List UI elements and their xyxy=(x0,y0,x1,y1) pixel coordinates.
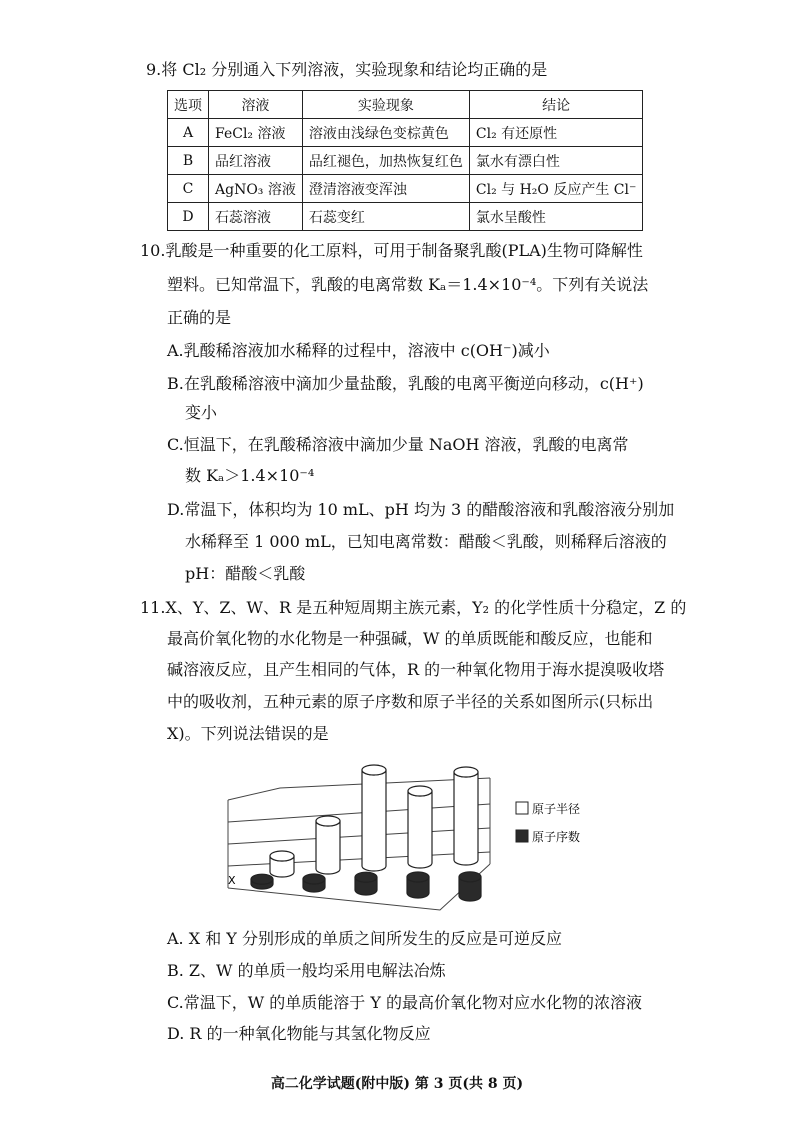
table-header: 选项 xyxy=(168,91,209,119)
table-row xyxy=(168,119,643,147)
q11-stem-line: 最高价氧化物的水化物是一种强碱，W 的单质既能和酸反应，也能和 xyxy=(167,629,653,648)
chart-legend xyxy=(516,801,580,844)
bar-atomic-radius xyxy=(454,767,478,865)
q11-option-c: C.常温下，W 的单质能溶于 Y 的最高价氧化物对应水化物的浓溶液 xyxy=(167,993,643,1012)
q11-option-a: A. X 和 Y 分别形成的单质之间所发生的反应是可逆反应 xyxy=(167,929,562,948)
table-row xyxy=(168,147,643,175)
q9-options-table xyxy=(167,90,643,231)
q10-option-a: A.乳酸稀溶液加水稀释的过程中，溶液中 c(OH⁻)减小 xyxy=(167,341,550,360)
table-cell: A xyxy=(168,119,209,147)
table-cell: B xyxy=(168,147,209,175)
bar-atomic-number xyxy=(407,872,429,898)
legend-label-radius: 原子半径 xyxy=(532,802,581,816)
q10-stem-line: 塑料。已知常温下，乳酸的电离常数 Kₐ＝1.4×10⁻⁴。下列有关说法 xyxy=(167,275,649,294)
table-cell: 氯水呈酸性 xyxy=(469,203,642,231)
table-header: 实验现象 xyxy=(302,91,469,119)
q10-option-c: C.恒温下，在乳酸稀溶液中滴加少量 NaOH 溶液，乳酸的电离常 xyxy=(167,435,629,454)
q11-stem-line: X)。下列说法错误的是 xyxy=(167,724,329,743)
legend-swatch-radius xyxy=(516,802,528,814)
table-header: 溶液 xyxy=(209,91,303,119)
q10-stem-line: 正确的是 xyxy=(167,308,232,327)
table-row xyxy=(168,175,643,203)
q10-option-b-cont: 变小 xyxy=(185,403,218,422)
bar-atomic-radius xyxy=(362,765,386,871)
atomic-chart xyxy=(220,760,600,920)
q10-stem-line: 10.乳酸是一种重要的化工原料，可用于制备聚乳酸(PLA)生物可降解性 xyxy=(140,241,643,260)
table-cell: AgNO₃ 溶液 xyxy=(209,175,303,203)
bar-atomic-number xyxy=(355,872,377,895)
bar-atomic-radius xyxy=(316,816,340,874)
table-header: 结论 xyxy=(469,91,642,119)
bar-atomic-radius xyxy=(408,786,432,868)
table-cell: 品红溶液 xyxy=(209,147,303,175)
table-cell: Cl₂ 有还原性 xyxy=(469,119,642,147)
q10-option-d-cont: pH：醋酸＜乳酸 xyxy=(185,564,306,583)
table-cell: Cl₂ 与 H₂O 反应产生 Cl⁻ xyxy=(469,175,642,203)
legend-label-number: 原子序数 xyxy=(532,830,581,844)
table-cell: 溶液由浅绿色变棕黄色 xyxy=(302,119,469,147)
q11-option-d: D. R 的一种氧化物能与其氢化物反应 xyxy=(167,1024,431,1043)
table-cell: FeCl₂ 溶液 xyxy=(209,119,303,147)
legend-swatch-number xyxy=(516,830,528,842)
table-cell: 澄清溶液变浑浊 xyxy=(302,175,469,203)
q10-option-b: B.在乳酸稀溶液中滴加少量盐酸，乳酸的电离平衡逆向移动，c(H⁺) xyxy=(167,374,644,393)
q10-option-c-cont: 数 Kₐ＞1.4×10⁻⁴ xyxy=(185,466,315,485)
bar-atomic-number xyxy=(303,874,325,892)
table-cell: 石蕊变红 xyxy=(302,203,469,231)
bar-atomic-number xyxy=(251,874,273,889)
x-category-label: X xyxy=(228,874,236,887)
table-row xyxy=(168,203,643,231)
q11-stem-line: 中的吸收剂，五种元素的原子序数和原子半径的关系如图所示(只标出 xyxy=(167,692,654,711)
q11-stem-line: 11.X、Y、Z、W、R 是五种短周期主族元素，Y₂ 的化学性质十分稳定，Z 的 xyxy=(140,598,687,617)
bar-atomic-radius xyxy=(270,851,294,877)
table-cell: 石蕊溶液 xyxy=(209,203,303,231)
q10-option-d: D.常温下，体积均为 10 mL、pH 均为 3 的醋酸溶液和乳酸溶液分别加 xyxy=(167,500,675,519)
q9-stem: 9.将 Cl₂ 分别通入下列溶液，实验现象和结论均正确的是 xyxy=(146,60,548,79)
q11-option-b: B. Z、W 的单质一般均采用电解法冶炼 xyxy=(167,961,446,980)
q11-stem-line: 碱溶液反应，且产生相同的气体，R 的一种氧化物用于海水提溴吸收塔 xyxy=(167,660,665,679)
table-cell: 品红褪色，加热恢复红色 xyxy=(302,147,469,175)
table-cell: C xyxy=(168,175,209,203)
table-cell: D xyxy=(168,203,209,231)
table-cell: 氯水有漂白性 xyxy=(469,147,642,175)
bar-atomic-number xyxy=(459,872,481,901)
table-header-row xyxy=(168,91,643,119)
page-footer: 高二化学试题(附中版) 第 3 页(共 8 页) xyxy=(270,1076,524,1092)
q10-option-d-cont: 水稀释至 1 000 mL，已知电离常数：醋酸＜乳酸，则稀释后溶液的 xyxy=(185,532,667,551)
